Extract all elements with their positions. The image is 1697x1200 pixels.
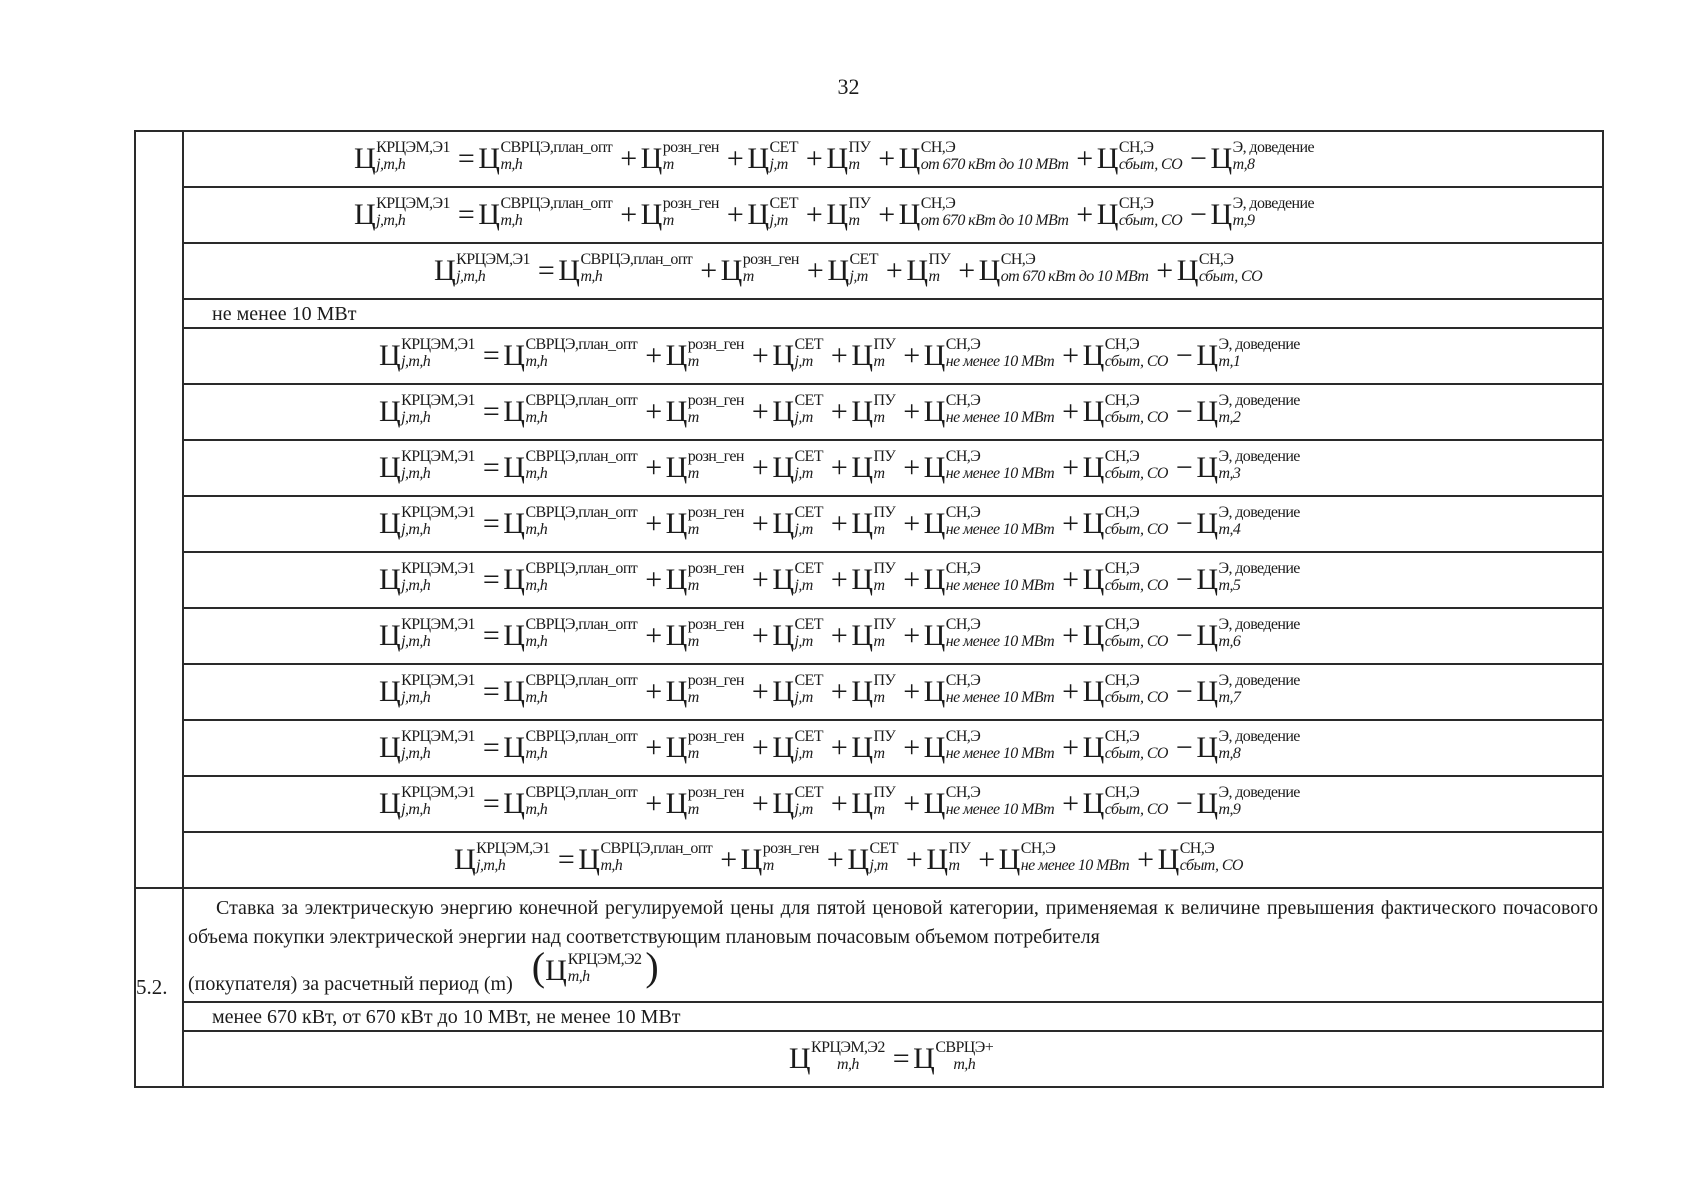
- formula-row-base-not-less-10: Ц КРЦЭМ,Э1 j,m,h = Ц СВРЦЭ,план_опт m,h + Ц розн_ген m + Ц СЕТ j,m + Ц ПУ m + Ц СН,Э не менее 10 МВт + Ц СН,Э сбыт, СО: [454, 840, 1243, 876]
- section-text-cell: [183, 888, 1603, 1002]
- formula-cell: [183, 187, 1603, 243]
- category-heading-all: менее 670 кВт, от 670 кВт до 10 МВт, не менее 10 МВт: [212, 1005, 681, 1028]
- formula-cell: [183, 720, 1603, 776]
- formula-row-m4-not-less-10: Ц КРЦЭМ,Э1 j,m,h = Ц СВРЦЭ,план_опт m,h + Ц розн_ген m + Ц СЕТ j,m + Ц ПУ m + Ц СН,Э не менее 10 МВт + Ц СН,Э сбыт, СО − Ц Э, доведение m,4: [379, 504, 1300, 540]
- formula-row-m6-not-less-10: Ц КРЦЭМ,Э1 j,m,h = Ц СВРЦЭ,план_опт m,h + Ц розн_ген m + Ц СЕТ j,m + Ц ПУ m + Ц СН,Э не менее 10 МВт + Ц СН,Э сбыт, СО − Ц Э, доведение m,6: [379, 616, 1300, 652]
- formula-cell: [183, 776, 1603, 832]
- formula-cell: [183, 608, 1603, 664]
- formula-cell: [183, 552, 1603, 608]
- formula-cell: [183, 328, 1603, 384]
- formula-row-m9-range-670-10: Ц КРЦЭМ,Э1 j,m,h = Ц СВРЦЭ,план_опт m,h + Ц розн_ген m + Ц СЕТ j,m + Ц ПУ m + Ц СН,Э от 670 кВт до 10 МВт + Ц СН,Э сбыт, СО − Ц Э, доведение m,9: [354, 195, 1314, 231]
- formula-cell: [183, 832, 1603, 888]
- section-5-2-text: [184, 890, 1602, 1001]
- formula-row-m8-range-670-10: Ц КРЦЭМ,Э1 j,m,h = Ц СВРЦЭ,план_опт m,h + Ц розн_ген m + Ц СЕТ j,m + Ц ПУ m + Ц СН,Э от 670 кВт до 10 МВт + Ц СН,Э сбыт, СО − Ц Э, доведение m,8: [354, 139, 1314, 175]
- section-5-2-text-part2: (покупателя) за расчетный период (m): [188, 972, 513, 995]
- category-heading-cell: [183, 299, 1603, 328]
- formula-row-m3-not-less-10: Ц КРЦЭМ,Э1 j,m,h = Ц СВРЦЭ,план_опт m,h + Ц розн_ген m + Ц СЕТ j,m + Ц ПУ m + Ц СН,Э не менее 10 МВт + Ц СН,Э сбыт, СО − Ц Э, доведение m,3: [379, 448, 1300, 484]
- formula-cell: [183, 243, 1603, 299]
- tariff-formula-table: [134, 130, 1604, 1088]
- formula-row-m1-not-less-10: Ц КРЦЭМ,Э1 j,m,h = Ц СВРЦЭ,план_опт m,h + Ц розн_ген m + Ц СЕТ j,m + Ц ПУ m + Ц СН,Э не менее 10 МВт + Ц СН,Э сбыт, СО − Ц Э, доведение m,1: [379, 336, 1300, 372]
- section-5-2-text-part1: Ставка за электрическую энергию конечной регулируемой цены для пятой ценовой категории, применяемая к величине превышения фактического почасового объема покупки электрической энергии над соответствующим плановым почасовым объемом потребителя: [188, 896, 1598, 948]
- formula-cell: [183, 384, 1603, 440]
- section-5-2-inline-formula: (Ц КРЦЭМ,Э2 m,h ): [531, 943, 659, 989]
- formula-row-base-range-670-10: Ц КРЦЭМ,Э1 j,m,h = Ц СВРЦЭ,план_опт m,h + Ц розн_ген m + Ц СЕТ j,m + Ц ПУ m + Ц СН,Э от 670 кВт до 10 МВт + Ц СН,Э сбыт, СО: [434, 251, 1263, 287]
- formula-cell: [183, 496, 1603, 552]
- section-number: 5.2.: [135, 888, 183, 1087]
- formula-cell: [183, 440, 1603, 496]
- formula-cell: [183, 1031, 1603, 1087]
- row-number-cell: [135, 131, 183, 888]
- page-number: 32: [837, 74, 860, 99]
- formula-row-e2: Ц КРЦЭМ,Э2 m,h = Ц СВРЦЭ+ m,h: [788, 1039, 994, 1075]
- category-heading-cell: [183, 1002, 1603, 1031]
- formula-cell: [183, 131, 1603, 187]
- formula-row-m8-not-less-10: Ц КРЦЭМ,Э1 j,m,h = Ц СВРЦЭ,план_опт m,h + Ц розн_ген m + Ц СЕТ j,m + Ц ПУ m + Ц СН,Э не менее 10 МВт + Ц СН,Э сбыт, СО − Ц Э, доведение m,8: [379, 728, 1300, 764]
- formula-row-m9-not-less-10: Ц КРЦЭМ,Э1 j,m,h = Ц СВРЦЭ,план_опт m,h + Ц розн_ген m + Ц СЕТ j,m + Ц ПУ m + Ц СН,Э не менее 10 МВт + Ц СН,Э сбыт, СО − Ц Э, доведение m,9: [379, 784, 1300, 820]
- formula-cell: [183, 664, 1603, 720]
- formula-row-m7-not-less-10: Ц КРЦЭМ,Э1 j,m,h = Ц СВРЦЭ,план_опт m,h + Ц розн_ген m + Ц СЕТ j,m + Ц ПУ m + Ц СН,Э не менее 10 МВт + Ц СН,Э сбыт, СО − Ц Э, доведение m,7: [379, 672, 1300, 708]
- category-heading-not-less-10: не менее 10 МВт: [212, 302, 357, 325]
- formula-row-m5-not-less-10: Ц КРЦЭМ,Э1 j,m,h = Ц СВРЦЭ,план_опт m,h + Ц розн_ген m + Ц СЕТ j,m + Ц ПУ m + Ц СН,Э не менее 10 МВт + Ц СН,Э сбыт, СО − Ц Э, доведение m,5: [379, 560, 1300, 596]
- formula-row-m2-not-less-10: Ц КРЦЭМ,Э1 j,m,h = Ц СВРЦЭ,план_опт m,h + Ц розн_ген m + Ц СЕТ j,m + Ц ПУ m + Ц СН,Э не менее 10 МВт + Ц СН,Э сбыт, СО − Ц Э, доведение m,2: [379, 392, 1300, 428]
- section-5-2-text-line2: [188, 943, 1598, 999]
